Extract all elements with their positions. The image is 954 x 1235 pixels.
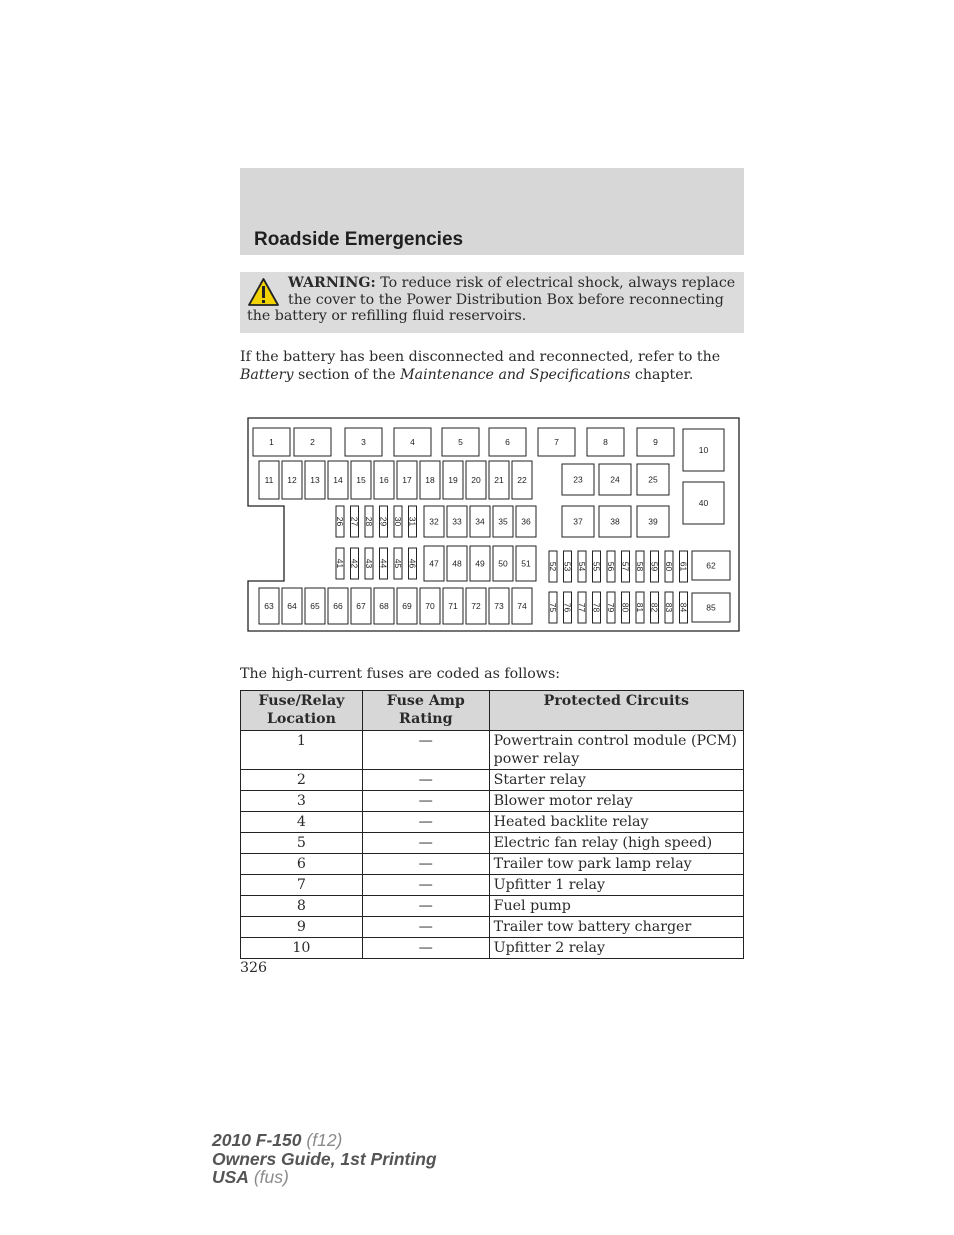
fuse-number: 19	[448, 475, 458, 485]
fuse-slot	[447, 506, 467, 537]
cell-location: 8	[241, 896, 363, 917]
fuse-slot	[538, 428, 575, 456]
cell-amp-rating: —	[362, 833, 489, 854]
fuse-slot	[592, 592, 602, 623]
fuse-slot	[683, 482, 724, 524]
fuse-slot	[335, 506, 345, 537]
fuse-slot	[282, 588, 302, 624]
warning-label: WARNING:	[288, 275, 376, 291]
fuse-number: 73	[494, 601, 504, 611]
table-row	[241, 854, 744, 875]
fuse-number: 37	[573, 516, 583, 527]
cell-protected-circuit: Fuel pump	[489, 896, 743, 917]
fuse-number: 79	[606, 602, 616, 613]
table-row	[241, 791, 744, 812]
fuse-slot	[621, 551, 631, 582]
fuse-slot	[350, 548, 360, 579]
fuse-number: 80	[620, 602, 631, 613]
fuse-number: 2	[310, 437, 315, 447]
fuse-slot	[512, 588, 532, 624]
cell-protected-circuit: Blower motor relay	[489, 791, 743, 812]
fuse-slot	[563, 551, 573, 582]
fuse-number: 34	[475, 516, 485, 527]
intro-text-3: chapter.	[634, 367, 694, 383]
cell-amp-rating: —	[362, 938, 489, 959]
fuse-number: 7	[554, 437, 559, 447]
cell-protected-circuit: Upfitter 1 relay	[489, 875, 743, 896]
fuse-number: 26	[335, 516, 345, 527]
fuse-number: 38	[610, 516, 620, 527]
cell-amp-rating: —	[362, 731, 489, 770]
fuse-slot	[683, 429, 724, 471]
fuse-slot	[424, 546, 444, 581]
fuse-number: 71	[448, 601, 458, 611]
fuse-slot	[664, 551, 674, 582]
document-footer	[212, 1131, 437, 1187]
fuse-slot	[328, 588, 348, 624]
fuse-slot	[470, 506, 490, 537]
fuse-slot	[493, 546, 513, 581]
table-row	[241, 938, 744, 959]
fuse-number: 78	[591, 602, 602, 613]
cell-amp-rating: —	[362, 875, 489, 896]
fuse-slot	[447, 546, 467, 581]
fuse-number: 63	[264, 601, 274, 611]
fuse-number: 1	[269, 437, 274, 447]
fuse-slot	[466, 461, 486, 499]
cell-location: 2	[241, 770, 363, 791]
table-row	[241, 896, 744, 917]
fuse-number: 53	[562, 561, 573, 572]
cell-location: 4	[241, 812, 363, 833]
fuse-slot	[650, 592, 660, 623]
fuse-number: 3	[361, 437, 366, 447]
power-distribution-box-diagram	[247, 417, 740, 632]
fuse-slot	[650, 551, 660, 582]
fuse-number: 82	[649, 602, 660, 613]
fuse-slot	[393, 506, 403, 537]
fuse-slot	[408, 506, 418, 537]
intro-paragraph	[240, 348, 750, 384]
fuse-number: 41	[335, 558, 345, 569]
cell-protected-circuit: Trailer tow battery charger	[489, 917, 743, 938]
fuse-number: 64	[287, 601, 297, 611]
fuse-number: 10	[698, 445, 709, 455]
fuse-number: 45	[393, 558, 403, 569]
cell-location: 7	[241, 875, 363, 896]
fuse-number: 29	[378, 516, 389, 527]
fuse-slot	[548, 592, 558, 623]
fuse-slot	[599, 506, 631, 537]
maintenance-reference: Maintenance and Specifications	[400, 367, 631, 383]
fuse-slot	[379, 506, 389, 537]
fuse-number: 72	[471, 601, 481, 611]
fuse-slot	[259, 461, 279, 499]
fuse-slot	[335, 548, 345, 579]
fuse-number: 28	[364, 516, 374, 527]
fuse-number: 49	[475, 558, 485, 569]
table-row	[241, 770, 744, 791]
fuse-slot	[394, 428, 431, 456]
cell-protected-circuit: Powertrain control module (PCM) power relay	[489, 731, 743, 770]
cell-location: 9	[241, 917, 363, 938]
intro-text-2: section of the	[298, 367, 396, 383]
fuse-slot	[635, 592, 645, 623]
cell-amp-rating: —	[362, 896, 489, 917]
fuse-number: 42	[349, 558, 360, 569]
fuse-number: 6	[505, 437, 510, 447]
footer-region-code: (fus)	[253, 1167, 289, 1187]
fuse-number: 23	[573, 474, 583, 485]
fuse-slot	[587, 428, 624, 456]
fuse-number: 52	[548, 561, 558, 572]
fuse-number: 65	[310, 601, 320, 611]
cell-amp-rating: —	[362, 770, 489, 791]
section-header	[240, 168, 744, 255]
fuse-slot	[294, 428, 331, 456]
fuse-slot	[305, 461, 325, 499]
fuse-slot	[397, 461, 417, 499]
fuse-number: 43	[364, 558, 374, 569]
fuse-slot	[692, 551, 730, 580]
fuse-slot	[443, 588, 463, 624]
fuse-box-svg	[247, 417, 740, 632]
fuse-number: 13	[310, 475, 320, 485]
footer-guide: Owners Guide, 1st Printing	[212, 1148, 437, 1169]
fuse-slot	[563, 592, 573, 623]
fuse-slot	[259, 588, 279, 624]
fuse-number: 77	[577, 602, 587, 613]
cell-location: 3	[241, 791, 363, 812]
fuse-slot	[679, 592, 689, 623]
fuse-number: 69	[402, 601, 412, 611]
fuse-slot	[562, 506, 594, 537]
fuse-number: 31	[407, 516, 418, 527]
cell-amp-rating: —	[362, 791, 489, 812]
table-header-row	[241, 691, 744, 731]
fuse-number: 51	[521, 558, 531, 569]
fuse-slot	[442, 428, 479, 456]
fuse-number: 5	[458, 437, 463, 447]
table-lead-text: The high-current fuses are coded as follows:	[240, 666, 561, 682]
fuse-number: 55	[591, 561, 602, 572]
fuse-slot	[420, 461, 440, 499]
fuse-slot	[516, 506, 536, 537]
fuse-slot	[489, 428, 526, 456]
fuse-number: 85	[706, 602, 716, 613]
fuse-slot	[621, 592, 631, 623]
fuse-slot	[637, 506, 669, 537]
fuse-slot	[599, 464, 631, 495]
fuse-number: 76	[562, 602, 573, 613]
footer-code: (f12)	[306, 1130, 343, 1150]
fuse-slot	[637, 428, 674, 456]
table-row	[241, 875, 744, 896]
fuse-slot	[443, 461, 463, 499]
fuse-number: 44	[378, 558, 389, 569]
fuse-slot	[489, 461, 509, 499]
cell-location: 5	[241, 833, 363, 854]
fuse-slot	[577, 551, 587, 582]
fuse-number: 12	[287, 475, 297, 485]
fuse-slot	[606, 551, 616, 582]
fuse-number: 46	[407, 558, 418, 569]
fuse-slot	[548, 551, 558, 582]
fuse-slot	[253, 428, 290, 456]
intro-text-1: If the battery has been disconnected and reconnected, refer to the	[240, 349, 721, 365]
fuse-number: 84	[678, 602, 689, 613]
fuse-number: 47	[429, 558, 439, 569]
fuse-slot	[305, 588, 325, 624]
fuse-slot	[328, 461, 348, 499]
fuse-slot	[516, 546, 536, 581]
fuse-slot	[493, 506, 513, 537]
table-row	[241, 731, 744, 770]
fuse-slot	[637, 464, 669, 495]
fuse-slot	[282, 461, 302, 499]
fuse-slot	[397, 588, 417, 624]
fuse-number: 56	[606, 561, 616, 572]
fuse-slot	[364, 548, 374, 579]
fuse-slot	[350, 506, 360, 537]
cell-protected-circuit: Upfitter 2 relay	[489, 938, 743, 959]
fuse-number: 60	[664, 561, 674, 572]
fuse-slot	[577, 592, 587, 623]
fuse-number: 68	[379, 601, 389, 611]
fuse-slot	[679, 551, 689, 582]
fuse-slot	[374, 588, 394, 624]
fuse-number: 57	[620, 561, 631, 572]
fuse-number: 22	[517, 475, 527, 485]
fuse-number: 18	[425, 475, 435, 485]
fuse-number: 25	[648, 474, 658, 485]
fuse-slot	[379, 548, 389, 579]
fuse-number: 81	[635, 602, 645, 613]
fuse-number: 14	[333, 475, 343, 485]
fuse-slot	[351, 588, 371, 624]
fuse-number: 17	[402, 475, 412, 485]
header-location: Fuse/Relay Location	[241, 691, 363, 731]
header-protected-circuits: Protected Circuits	[489, 691, 743, 731]
fuse-slot	[592, 551, 602, 582]
fuse-number: 35	[498, 516, 508, 527]
fuse-number: 39	[648, 516, 658, 527]
fuse-slot	[692, 593, 730, 622]
section-title: Roadside Emergencies	[254, 229, 464, 250]
cell-protected-circuit: Trailer tow park lamp relay	[489, 854, 743, 875]
cell-location: 6	[241, 854, 363, 875]
fuse-number: 40	[698, 498, 709, 508]
fuse-slot	[345, 428, 382, 456]
fuse-slot	[408, 548, 418, 579]
fuse-number: 27	[349, 516, 360, 527]
footer-region: USA	[212, 1167, 249, 1187]
warning-triangle-icon	[247, 277, 280, 307]
fuse-number: 59	[649, 561, 660, 572]
cell-amp-rating: —	[362, 917, 489, 938]
fuse-table	[240, 690, 744, 959]
fuse-number: 9	[653, 437, 658, 447]
fuse-number: 48	[452, 558, 462, 569]
fuse-number: 70	[425, 601, 435, 611]
cell-location: 1	[241, 731, 363, 770]
table-row	[241, 917, 744, 938]
fuse-number: 75	[548, 602, 558, 613]
fuse-number: 21	[494, 475, 504, 485]
fuse-number: 30	[393, 516, 403, 527]
cell-protected-circuit: Electric fan relay (high speed)	[489, 833, 743, 854]
cell-amp-rating: —	[362, 854, 489, 875]
cell-protected-circuit: Heated backlite relay	[489, 812, 743, 833]
fuse-number: 67	[356, 601, 366, 611]
fuse-number: 16	[379, 475, 389, 485]
fuse-slot	[489, 588, 509, 624]
fuse-number: 8	[603, 437, 608, 447]
fuse-slot	[424, 506, 444, 537]
table-row	[241, 812, 744, 833]
fuse-number: 50	[498, 558, 508, 569]
cell-protected-circuit: Starter relay	[489, 770, 743, 791]
fuse-number: 32	[429, 516, 439, 527]
fuse-number: 15	[356, 475, 366, 485]
fuse-number: 36	[521, 516, 531, 527]
fuse-number: 11	[264, 475, 274, 485]
footer-model: 2010 F-150	[212, 1130, 302, 1150]
fuse-number: 61	[678, 561, 689, 572]
warning-text: To reduce risk of electrical shock, always replace the cover to the Power Distribution Box before reconnecting the battery or refilling fluid reservoirs.	[247, 275, 736, 324]
fuse-slot	[606, 592, 616, 623]
cell-amp-rating: —	[362, 812, 489, 833]
fuse-slot	[512, 461, 532, 499]
fuse-number: 58	[635, 561, 645, 572]
fuse-slot	[351, 461, 371, 499]
fuse-slot	[393, 548, 403, 579]
fuse-slot	[470, 546, 490, 581]
fuse-number: 4	[410, 437, 415, 447]
fuse-number: 62	[706, 560, 716, 571]
warning-box	[240, 272, 744, 333]
fuse-slot	[420, 588, 440, 624]
fuse-slot	[364, 506, 374, 537]
fuse-slot	[635, 551, 645, 582]
fuse-number: 74	[517, 601, 527, 611]
battery-reference: Battery	[240, 367, 294, 383]
fuse-number: 20	[471, 475, 481, 485]
header-amp-rating: Fuse Amp Rating	[362, 691, 489, 731]
fuse-number: 83	[664, 602, 674, 613]
fuse-number: 33	[452, 516, 462, 527]
page-number: 326	[240, 960, 268, 976]
cell-location: 10	[241, 938, 363, 959]
fuse-number: 54	[577, 561, 587, 572]
fuse-slot	[562, 464, 594, 495]
fuse-number: 66	[333, 601, 343, 611]
fuse-slot	[374, 461, 394, 499]
fuse-slot	[664, 592, 674, 623]
table-row	[241, 833, 744, 854]
fuse-number: 24	[610, 474, 620, 485]
fuse-slot	[466, 588, 486, 624]
